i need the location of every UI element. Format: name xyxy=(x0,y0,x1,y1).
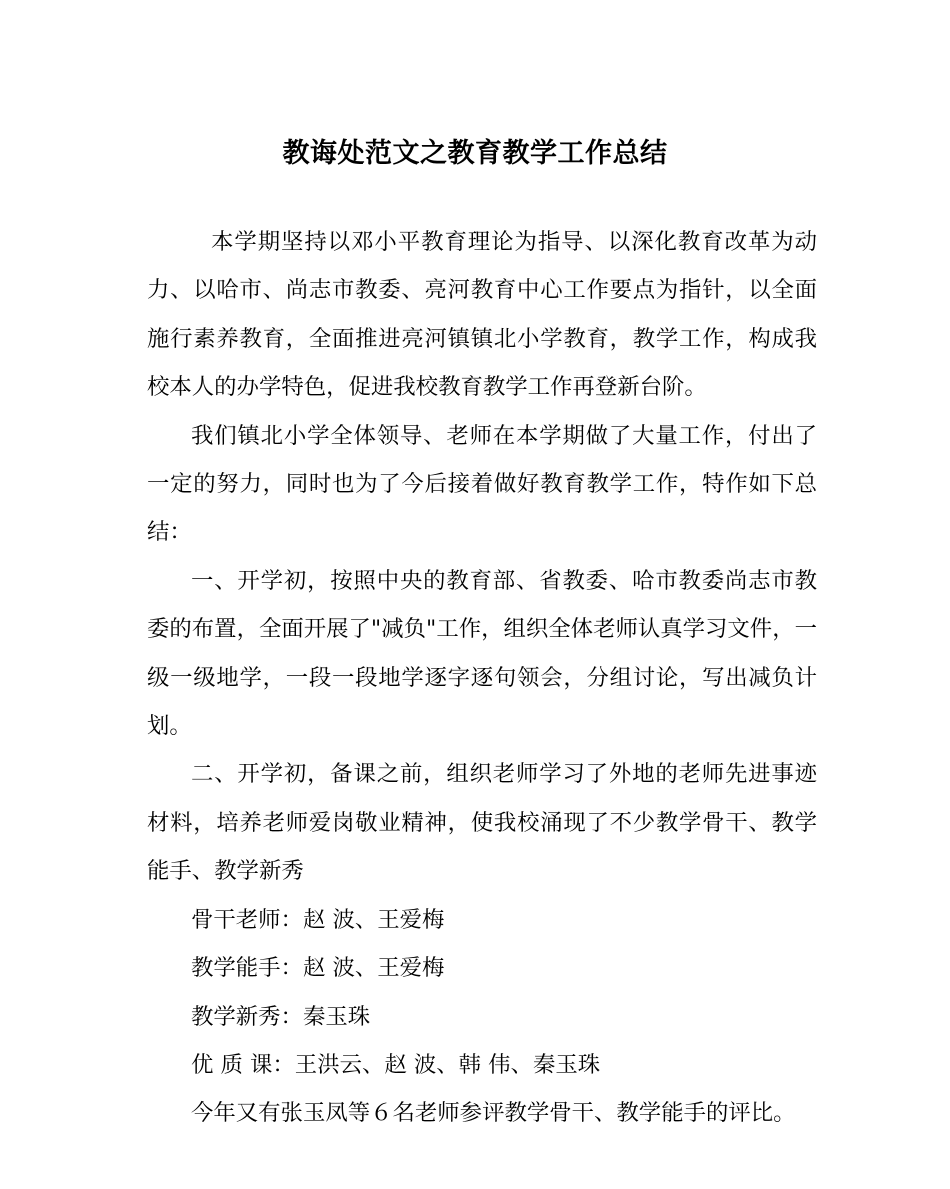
line-teaching-newcomers: 教学新秀：秦玉珠 xyxy=(191,1003,371,1030)
paragraph-2: 我们镇北小学全体领导、老师在本学期做了大量工作，付出了一定的努力，同时也为了今后接着做好教育教学工作，特作如下总结： xyxy=(147,422,817,546)
paragraph-4: 二、开学初，备课之前，组织老师学习了外地的老师先进事迹材料，培养老师爱岗敬业精神，使我校涌现了不少教学骨干、教学能手、教学新秀 xyxy=(147,761,817,885)
paragraph-3: 一、开学初，按照中央的教育部、省教委、哈市教委尚志市教委的布置，全面开展了"减负"工作，组织全体老师认真学习文件，一级一级地学，一段一段地学逐字逐句领会，分组讨论，写出减负计划。 xyxy=(147,567,817,740)
document-body xyxy=(147,218,817,1138)
line-evaluation-note: 今年又有张玉凤等６名老师参评教学骨干、教学能手的评比。 xyxy=(191,1100,796,1127)
document-title: 教诲处范文之教育教学工作总结 xyxy=(282,138,668,169)
line-teaching-experts: 教学能手：赵 波、王爱梅 xyxy=(191,955,445,982)
line-backbone-teachers: 骨干老师：赵 波、王爱梅 xyxy=(191,906,445,933)
line-quality-lessons: 优 质 课：王洪云、赵 波、韩 伟、秦玉珠 xyxy=(191,1051,601,1078)
paragraph-1: 本学期坚持以邓小平教育理论为指导、以深化教育改革为动力、以哈市、尚志市教委、亮河教育中心工作要点为指针，以全面施行素养教育，全面推进亮河镇镇北小学教育，教学工作，构成我校本人的办学特色，促进我校教育教学工作再登新台阶。 xyxy=(147,229,817,401)
